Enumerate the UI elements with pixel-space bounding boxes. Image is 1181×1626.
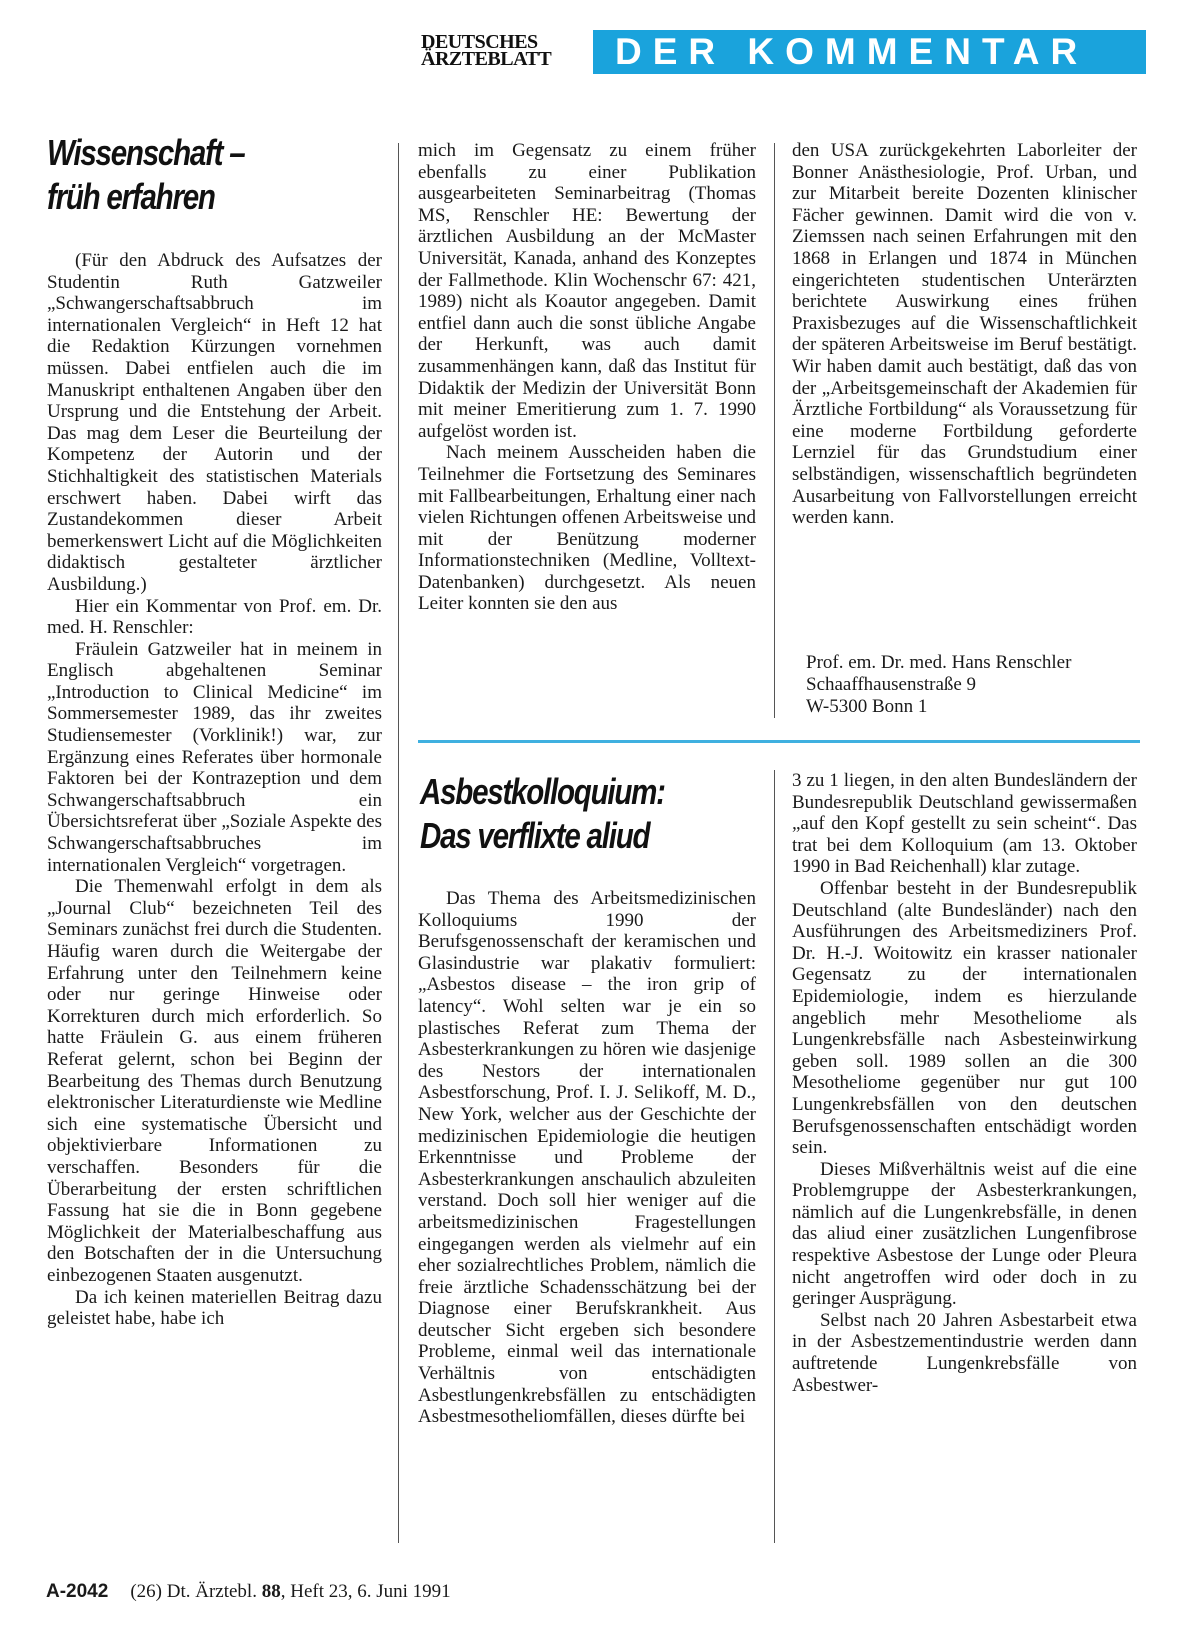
column-divider bbox=[774, 770, 775, 1543]
article-1-column-2 bbox=[418, 140, 756, 615]
signature-line: Schaaffhausenstraße 9 bbox=[806, 674, 977, 695]
logo-line-1: DEUTSCHES bbox=[421, 31, 538, 53]
column-divider bbox=[398, 143, 399, 1543]
article-2-paragraph: Dieses Mißverhältnis weist auf die eine Problemgruppe der Asbesterkrankungen, nämlich auf die Lungenkrebsfälle, in denen das aliud einer zusätzlichen Lungenfibrose respektive Asbestose der Lunge oder Pleura nicht angetroffen wird oder doch in zu geringer Ausprägung. bbox=[792, 1158, 1137, 1310]
article-2-title-line-2: Das verflixte aliud bbox=[420, 815, 650, 856]
page-number: A-2042 bbox=[46, 1581, 109, 1602]
article-2-title-line-1: Asbestkolloquium: bbox=[420, 771, 665, 812]
article-2-paragraph: Das Thema des Arbeitsmedizinischen Kolloquiums 1990 der Berufsgenossenschaft der keramischen und Glasindustrie war plakativ formuliert: „Asbestos disease – the iron grip of latency“. Wohl selten war je ein so plastisches Referat zum Thema der Asbesterkrankungen zu hören wie dasjenige des Nestors der internationalen Asbestforschung, Prof. I. J. Selikoff, M. D., New York, welcher aus der Geschichte der medizinischen Epidemiologie die heutigen Erkenntnisse und Probleme der Asbesterkrankungen anschaulich abzuleiten verstand. Doch soll hier weniger auf die arbeitsmedizinischen Fragestellungen eingegangen werden als vielmehr auf ein eher sozialrechtliches Problem, nämlich die freie ärztliche Schadensschätzung bei der Diagnose einer Berufskrankheit. Aus deutscher Sicht ergeben sich besondere Probleme, einmal weil das internationale Verhältnis von entschädigten Asbestlungenkrebsfällen zu entschädigten Asbestmesotheliomfällen, dieses dürfte bei bbox=[418, 888, 756, 1428]
article-1-title-line-1: Wissenschaft – bbox=[47, 132, 245, 173]
article-2-paragraph: Selbst nach 20 Jahren Asbestarbeit etwa in der Asbestzementindustrie werden dann auftretende Lungenkrebsfälle von Asbestwer- bbox=[792, 1309, 1137, 1396]
article-1-title-line-2: früh erfahren bbox=[47, 176, 215, 217]
signature-line: W-5300 Bonn 1 bbox=[806, 696, 928, 717]
article-1-title bbox=[47, 131, 244, 219]
article-2-column-1 bbox=[418, 888, 756, 1428]
article-1-paragraph: mich im Gegensatz zu einem früher ebenfalls zu einer Publikation ausgearbeiteten Seminarbeitrag (Thomas MS, Renschler HE: Bewertung der ärztlichen Ausbildung an der McMaster Universität, Kanada, anhand des Konzeptes der Fallmethode. Klin Wochenschr 67: 421, 1989) nicht als Koautor angegeben. Damit entfiel dann auch die sonst übliche Angabe der Herkunft, was auch damit zusammenhängen kann, daß das Institut für Didaktik der Medizin der Universität Bonn mit meiner Emeritierung zum 1. 7. 1990 aufgelöst worden ist. bbox=[418, 140, 756, 442]
issue-details: , Heft 23, 6. Juni 1991 bbox=[280, 1581, 451, 1602]
article-1-paragraph: Fräulein Gatzweiler hat in meinem in Englisch abgehaltenen Seminar „Introduction to Clinical Medicine“ im Sommersemester 1989, das ihr zweites Studiensemester (Vorklinik!) war, zur Ergänzung eines Referates über hormonale Faktoren bei der Kontrazeption und dem Schwangerschaftsabbruch ein Übersichtsreferat über „Soziale Aspekte des Schwangerschaftsabbruches im internationalen Vergleich“ vorgetragen. bbox=[47, 638, 382, 876]
article-1-column-1 bbox=[47, 250, 382, 1330]
article-2-title bbox=[420, 770, 665, 858]
page-footer bbox=[46, 1581, 451, 1603]
column-divider bbox=[774, 143, 775, 718]
article-1-paragraph: den USA zurückgekehrten Laborleiter der Bonner Anästhesiologie, Prof. Urban, und zur Mitarbeit bereite Dozenten klinischer Fächer gewinnen. Damit wird die von v. Ziemssen nach seinen Erfahrungen mit den 1868 in Erlangen und 1874 in München eingerichteten studentischen Unterärzten berichtete Auswirkung eines frühen Praxisbezuges auf die Wissenschaftlichkeit der späteren Arbeitsweise im Beruf bestätigt. Wir haben damit auch bestätigt, daß das von der „Arbeitsgemeinschaft der Akademien für Ärztliche Fortbildung“ als Voraussetzung für eine moderne Fortbildung geforderte Lernziel für das Grundstudium einer selbständigen, wissenschaftlich begründeten Ausarbeitung von Fallvorstellungen erreicht werden kann. bbox=[792, 140, 1137, 529]
article-1-paragraph: Hier ein Kommentar von Prof. em. Dr. med. H. Renschler: bbox=[47, 595, 382, 639]
article-1-paragraph: (Für den Abdruck des Aufsatzes der Studentin Ruth Gatzweiler „Schwangerschaftsabbruch im internationalen Vergleich“ in Heft 12 hat die Redaktion Kürzungen vornehmen müssen. Dabei entfielen auch die im Manuskript enthaltenen Angaben über den Ursprung und die Entstehung der Arbeit. Das mag dem Leser die Beurteilung der Kompetenz der Autorin und der Stichhaltigkeit des statistischen Materials erschwert haben. Dabei wirft das Zustandekommen dieser Arbeit bemerkenswert Licht auf die Möglichkeiten didaktisch gestalteter ärztlicher Ausbildung.) bbox=[47, 250, 382, 595]
article-1-paragraph: Nach meinem Ausscheiden haben die Teilnehmer die Fortsetzung des Seminares mit Fallbearbeitungen, Erhaltung einer nach vielen Richtungen offenen Arbeitsweise und mit der Benützung moderner Informationstechniken (Medline, Volltext-Datenbanken) durchgesetzt. Als neuen Leiter konnten sie den aus bbox=[418, 442, 756, 615]
article-2-column-2 bbox=[792, 770, 1137, 1396]
issue-prefix: (26) Dt. Ärztebl. bbox=[130, 1581, 257, 1602]
article-1-column-3 bbox=[792, 140, 1137, 529]
article-2-paragraph: 3 zu 1 liegen, in den alten Bundesländern der Bundesrepublik Deutschland gewissermaßen „auf den Kopf gestellt zu sein scheint“. Das trat bei dem Kolloquium (am 13. Oktober 1990 in Bad Reichenhall) klar zutage. bbox=[792, 770, 1137, 878]
author-signature bbox=[806, 652, 1071, 718]
journal-logo bbox=[421, 31, 583, 70]
signature-line: Prof. em. Dr. med. Hans Renschler bbox=[806, 652, 1072, 673]
article-1-paragraph: Da ich keinen materiellen Beitrag dazu geleistet habe, habe ich bbox=[47, 1286, 382, 1330]
article-1-paragraph: Die Themenwahl erfolgt in dem als „Journal Club“ bezeichneten Teil des Seminars zunächst frei durch die Studenten. Häufig waren durch die Weitergabe der Erfahrung unter den Teilnehmern keine oder nur geringe Hinweise oder Korrekturen durch mich erforderlich. So hatte Fräulein G. aus einem früheren Referat gelernt, schon bei Beginn der Bearbeitung des Themas durch Benutzung elektronischer Literaturdienste wie Medline sich eine systematische Übersicht und objektivierbare Informationen zu verschaffen. Besonders für die Überarbeitung der ersten schriftlichen Fassung hat sie die in Bonn gegebene Möglichkeit der Materialbeschaffung aus den Botschaften der in die Untersuchung einbezogenen Staaten ausgenutzt. bbox=[47, 876, 382, 1286]
section-banner: DER KOMMENTAR bbox=[593, 30, 1146, 74]
logo-line-2: ÄRZTEBLATT bbox=[421, 48, 552, 70]
article-separator bbox=[418, 740, 1140, 743]
article-2-paragraph: Offenbar besteht in der Bundesrepublik Deutschland (alte Bundesländer) nach den Ausführungen des Arbeitsmediziners Prof. Dr. H.-J. Woitowitz ein krasser nationaler Gegensatz zu der internationalen Epidemiologie, indem es hierzulande angeblich mehr Mesotheliome als Lungenkrebsfälle nach Asbesteinwirkung geben soll. 1989 sollen an die 300 Mesotheliome gegenüber nur gut 100 Lungenkrebsfällen von den deutschen Berufsgenossenschaften entschädigt worden sein. bbox=[792, 877, 1137, 1159]
volume-number: 88 bbox=[261, 1581, 281, 1602]
